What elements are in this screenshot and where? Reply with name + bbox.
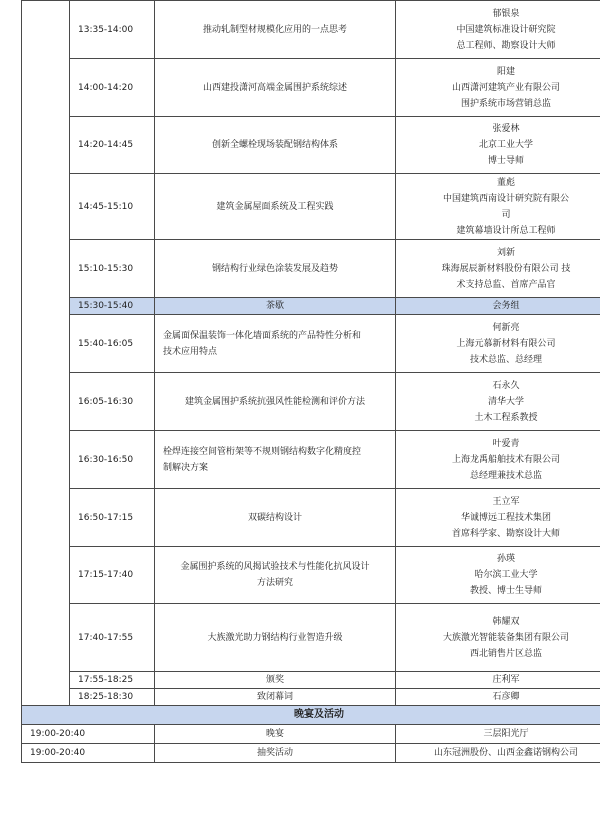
time-cell: 17:55-18:25	[70, 672, 155, 689]
schedule-row	[22, 689, 600, 706]
topic-cell	[155, 59, 396, 117]
topic-cell	[155, 744, 396, 763]
speaker-cell-line: 山西潇河建筑产业有限公司	[451, 82, 560, 93]
speaker-cell-line: 叶爱青	[492, 438, 520, 449]
time-cell: 15:30-15:40	[70, 298, 155, 315]
topic-cell	[155, 672, 396, 689]
schedule-row	[22, 315, 600, 373]
topic-cell-line: 建筑金属围护系统抗强风性能检测和评价方法	[184, 396, 365, 407]
speaker-cell-line: 上海龙禹船舶技术有限公司	[451, 454, 560, 465]
speaker-cell-line: 西北销售片区总监	[469, 648, 542, 659]
speaker-cell-line: 董彪	[496, 177, 515, 188]
speaker-cell	[396, 604, 600, 672]
topic-cell-line: 钢结构行业绿色涂装发展及趋势	[211, 263, 338, 274]
speaker-cell	[396, 298, 600, 315]
speaker-cell-line: 上海元慕新材料有限公司	[456, 338, 556, 349]
speaker-cell-line: 庄利军	[492, 675, 520, 685]
time-cell: 15:40-16:05	[70, 315, 155, 373]
speaker-cell-line: 首席科学家、勘察设计大师	[451, 528, 560, 539]
time-cell: 16:50-17:15	[70, 489, 155, 547]
time-cell: 19:00-20:40	[22, 725, 155, 744]
time-cell: 17:40-17:55	[70, 604, 155, 672]
topic-cell	[155, 725, 396, 744]
speaker-cell-line: 刘新	[496, 247, 515, 258]
time-cell: 13:35-14:00	[70, 1, 155, 59]
topic-cell-line: 双碳结构设计	[247, 512, 302, 523]
topic-cell	[155, 689, 396, 706]
speaker-cell-line: 会务组	[492, 301, 520, 311]
speaker-cell	[396, 744, 600, 763]
topic-cell-line: 推动轧制型材规模化应用的一点思考	[202, 24, 347, 35]
schedule-row	[22, 431, 600, 489]
topic-cell-line: 茶歇	[265, 301, 284, 311]
time-cell: 15:10-15:30	[70, 240, 155, 298]
schedule-row	[22, 547, 600, 604]
speaker-cell-line: 中国建筑西南设计研究院有限公	[442, 193, 569, 204]
speaker-cell	[396, 1, 600, 59]
topic-cell-line: 技术应用特点	[163, 346, 218, 357]
schedule-row	[22, 373, 600, 431]
topic-cell	[155, 604, 396, 672]
speaker-cell	[396, 174, 600, 240]
speaker-cell-line: 张爱林	[492, 124, 520, 134]
topic-cell	[155, 1, 396, 59]
speaker-cell-line: 孙瑛	[496, 554, 515, 564]
speaker-cell-line: 石永久	[492, 380, 520, 391]
speaker-cell-line: 土木工程系教授	[474, 412, 538, 423]
topic-cell-line: 抽奖活动	[256, 748, 293, 758]
schedule-row	[22, 489, 600, 547]
speaker-cell	[396, 725, 600, 744]
speaker-cell-line: 何新亮	[492, 322, 520, 333]
section-header-row	[22, 706, 600, 725]
speaker-cell-line: 阳建	[496, 66, 515, 77]
speaker-cell	[396, 240, 600, 298]
speaker-cell-line: 山东冠洲股份、山西金鑫诺钢构公司	[433, 748, 578, 758]
speaker-cell	[396, 315, 600, 373]
time-cell: 14:20-14:45	[70, 117, 155, 174]
topic-cell-line: 栓焊连接空间管桁架等不规则钢结构数字化精度控	[163, 446, 362, 457]
topic-cell	[155, 298, 396, 315]
speaker-cell-line: 技术总监、总经理	[469, 354, 542, 365]
speaker-cell-line: 围护系统市场营销总监	[460, 98, 551, 109]
speaker-cell-line: 郁银泉	[492, 8, 520, 19]
topic-cell-line: 创新全螺栓现场装配钢结构体系	[211, 140, 338, 150]
margin-cell	[22, 1, 70, 706]
schedule-row	[22, 1, 600, 59]
topic-cell	[155, 240, 396, 298]
topic-cell-line: 方法研究	[256, 578, 293, 588]
time-cell: 17:15-17:40	[70, 547, 155, 604]
schedule-row	[22, 604, 600, 672]
topic-cell-line: 晚宴	[265, 729, 284, 739]
speaker-cell-line: 清华大学	[487, 396, 524, 407]
speaker-cell-line: 韩耀双	[492, 616, 520, 627]
topic-cell-line: 金属围护系统的风揭试验技术与性能化抗风设计	[180, 562, 370, 572]
schedule-row	[22, 744, 600, 763]
schedule-row	[22, 174, 600, 240]
speaker-cell-line: 中国建筑标准设计研究院	[456, 24, 556, 35]
topic-cell-line: 金属面保温装饰一体化墙面系统的产品特性分析和	[163, 330, 362, 341]
topic-cell	[155, 431, 396, 489]
speaker-cell	[396, 547, 600, 604]
topic-cell	[155, 117, 396, 174]
topic-cell-line: 建筑金属屋面系统及工程实践	[216, 201, 334, 212]
speaker-cell-line: 石彦卿	[492, 692, 520, 702]
schedule-row	[22, 725, 600, 744]
speaker-cell-line: 北京工业大学	[478, 140, 533, 150]
topic-cell-line: 颁奖	[265, 675, 284, 685]
speaker-cell	[396, 672, 600, 689]
schedule-row	[22, 117, 600, 174]
topic-cell-line: 山西建投潇河高端金属围护系统综述	[202, 82, 347, 93]
topic-cell-line: 制解决方案	[163, 462, 209, 473]
speaker-cell	[396, 689, 600, 706]
speaker-cell-line: 大族激光智能装备集团有限公司	[442, 632, 569, 643]
topic-cell	[155, 373, 396, 431]
speaker-cell	[396, 117, 600, 174]
speaker-cell-line: 华诚博远工程技术集团	[460, 512, 551, 523]
topic-cell-line: 致闭幕词	[256, 692, 293, 702]
time-cell: 18:25-18:30	[70, 689, 155, 706]
speaker-cell-line: 哈尔滨工业大学	[474, 570, 538, 580]
schedule-row	[22, 298, 600, 315]
speaker-cell	[396, 489, 600, 547]
topic-cell	[155, 315, 396, 373]
schedule-row	[22, 672, 600, 689]
schedule-row	[22, 59, 600, 117]
time-cell: 16:05-16:30	[70, 373, 155, 431]
speaker-cell-line: 教授、博士生导师	[469, 586, 542, 596]
speaker-cell-line: 珠海展辰新材料股份有限公司 技	[441, 263, 571, 274]
speaker-cell	[396, 431, 600, 489]
time-cell: 19:00-20:40	[22, 744, 155, 763]
topic-cell	[155, 174, 396, 240]
time-cell: 14:45-15:10	[70, 174, 155, 240]
topic-cell	[155, 547, 396, 604]
speaker-cell	[396, 59, 600, 117]
schedule-table	[21, 0, 600, 763]
speaker-cell-line: 术支持总监、首席产品官	[456, 279, 556, 290]
speaker-cell-line: 总经理兼技术总监	[469, 470, 542, 481]
speaker-cell-line: 建筑幕墙设计所总工程师	[456, 225, 556, 236]
speaker-cell-line: 三层阳光厅	[483, 729, 529, 739]
speaker-cell-line: 总工程师、勘察设计大师	[456, 40, 556, 51]
topic-cell	[155, 489, 396, 547]
speaker-cell-line: 博士导师	[487, 156, 524, 166]
section-title: 晚宴及活动	[22, 706, 600, 725]
schedule-row	[22, 240, 600, 298]
time-cell: 16:30-16:50	[70, 431, 155, 489]
speaker-cell-line: 王立军	[492, 496, 520, 507]
time-cell: 14:00-14:20	[70, 59, 155, 117]
speaker-cell	[396, 373, 600, 431]
topic-cell-line: 大族激光助力钢结构行业智造升级	[207, 632, 343, 643]
speaker-cell-line: 司	[501, 209, 511, 220]
